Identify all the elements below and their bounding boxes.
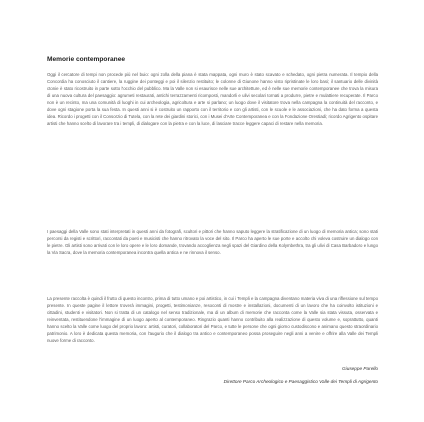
signature-block bbox=[178, 366, 378, 385]
signature-name: Giuseppe Parello bbox=[342, 366, 378, 371]
paragraph-3: La presente raccolta è quindi il frutto di questo incontro, prima di tutto umano e poi artistico, in cui i Templi e la campagna diventano materia viva di una riflessione sul tempo presente. In queste pagine il lettore troverà immagini, progetti, testimonianze, resoconti di mostre e installazioni, documenti di un lavoro che ha coinvolto istituzioni e cittadini, studenti e visitatori. Non si tratta di un catalogo nel senso tradizionale, ma di un album di memorie che racconta come la Valle sia stata vissuta, osservata e reinventata, restituendone l'immagine di un luogo aperto al contemporaneo. Ringrazio quanti hanno contribuito alla realizzazione di questo volume e, soprattutto, quanti hanno scelto la Valle come luogo del proprio lavoro: artisti, curatori, collaboratori del Parco, e tutte le persone che ogni giorno custodiscono e animano questo straordinario patrimonio. A loro è dedicata questa memoria, con l'augurio che il dialogo tra antico e contemporaneo possa proseguire negli anni a venire e offrire alla Valle dei Templi nuove forme di racconto. bbox=[47, 296, 378, 343]
document-heading: Memorie contemporanee bbox=[47, 56, 126, 63]
paragraph-1: Oggi il cercatore di tempi non procede più nel buio: ogni zolla della piana è stata mappata, ogni muro è stato scavato e schedato, ogni pietra numerata. Il tempio della Concordia ha conosciuto il cantiere, la ruggine dei ponteggi e poi il silenzio restituito; le colonne di Giunone hanno visto ripristinate le loro basi; il santuario delle divinità ctonie è stato ricostruito in parte sotto l'occhio del pubblico. Ma la Valle non si esaurisce nelle sue architetture, ed è nelle sue memorie contemporanee che trova la misura di una nuova cultura del paesaggio: agrumeti restaurati, antichi terrazzamenti ricomposti, mandorli e ulivi secolari tornati a produrre, pietre e mulattiere recuperate. Il Parco non è un recinto, ma una comunità di luoghi in cui archeologia, agricoltura e arte si parlano; un luogo dove il visitatore trova nella campagna la continuità del racconto, e dove ogni stagione porta la sua festa. In questi anni si è costruito un rapporto con il territorio e con gli artisti, con le scuole e le associazioni, che ha dato forma a questa idea. Ricordo i progetti con il Consorzio di Tutela, con la rete dei giardini storici, con i Musei d'Arte Contemporanea e con la Fondazione Orestiadi; ricordo Agrigento ospitare artisti che hanno scelto di lavorare tra i templi, di dialogare con la pietra e con la luce, di lasciare tracce leggere capaci di restare nella memoria. bbox=[47, 72, 378, 126]
paragraph-2: I paesaggi della Valle sono stati interpretati in questi anni da fotografi, scultori e pittori che hanno saputo leggere la stratificazione di un luogo di memoria antica; sono stati percorsi da registi e scrittori, raccontati da poeti e musicisti che hanno ritrovato la voce del sito. Il Parco ha aperto le sue porte e accolto chi voleva costruire un dialogo con le pietre. Gli artisti sono arrivati con le loro opere e le loro domande, trovando accoglienza negli spazi del Giardino della Kolymbethra, tra gli ulivi di Casa Barbadoro e lungo la Via Sacra, dove la memoria contemporanea incontra quella antica e ne rinnova il senso. bbox=[47, 229, 378, 255]
signature-role: Direttore Parco Archeologico e Paesaggistico Valle dei Templi di Agrigento bbox=[223, 379, 378, 384]
document-body bbox=[47, 56, 378, 405]
